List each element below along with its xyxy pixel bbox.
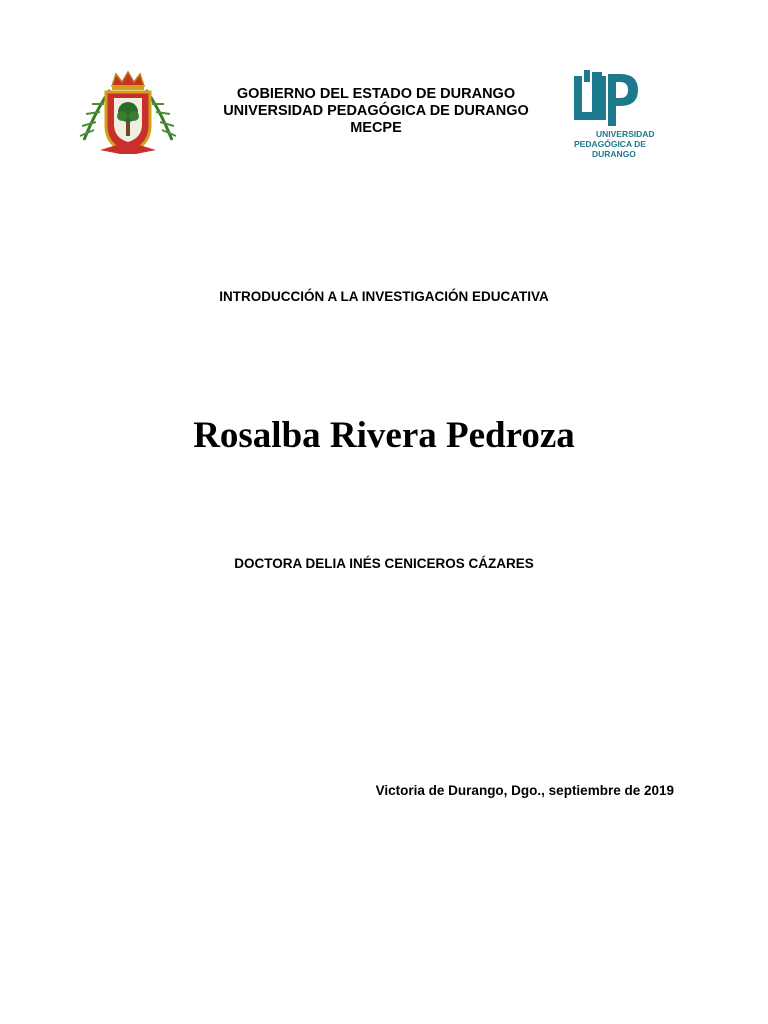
place-date: Victoria de Durango, Dgo., septiembre de 2019	[375, 783, 674, 798]
header-line-program: MECPE	[350, 120, 402, 136]
upd-logo-icon	[568, 68, 682, 166]
header-line-government: GOBIERNO DEL ESTADO DE DURANGO	[236, 86, 516, 102]
teacher-name: DOCTORA DELIA INÉS CENICEROS CÁZARES	[234, 556, 534, 571]
upd-logo-text-3: DURANGO	[592, 149, 636, 159]
upd-logo-text-1: UNIVERSIDAD	[596, 129, 655, 139]
institution-header	[190, 86, 562, 137]
author-name: Rosalba Rivera Pedroza	[193, 415, 575, 456]
course-subject: INTRODUCCIÓN A LA INVESTIGACIÓN EDUCATIVA	[219, 289, 549, 304]
durango-coat-of-arms-icon	[76, 70, 180, 160]
upd-logo-text-2: PEDAGÓGICA DE	[574, 139, 646, 149]
header-line-university: UNIVERSIDAD PEDAGÓGICA DE DURANGO	[223, 103, 529, 119]
